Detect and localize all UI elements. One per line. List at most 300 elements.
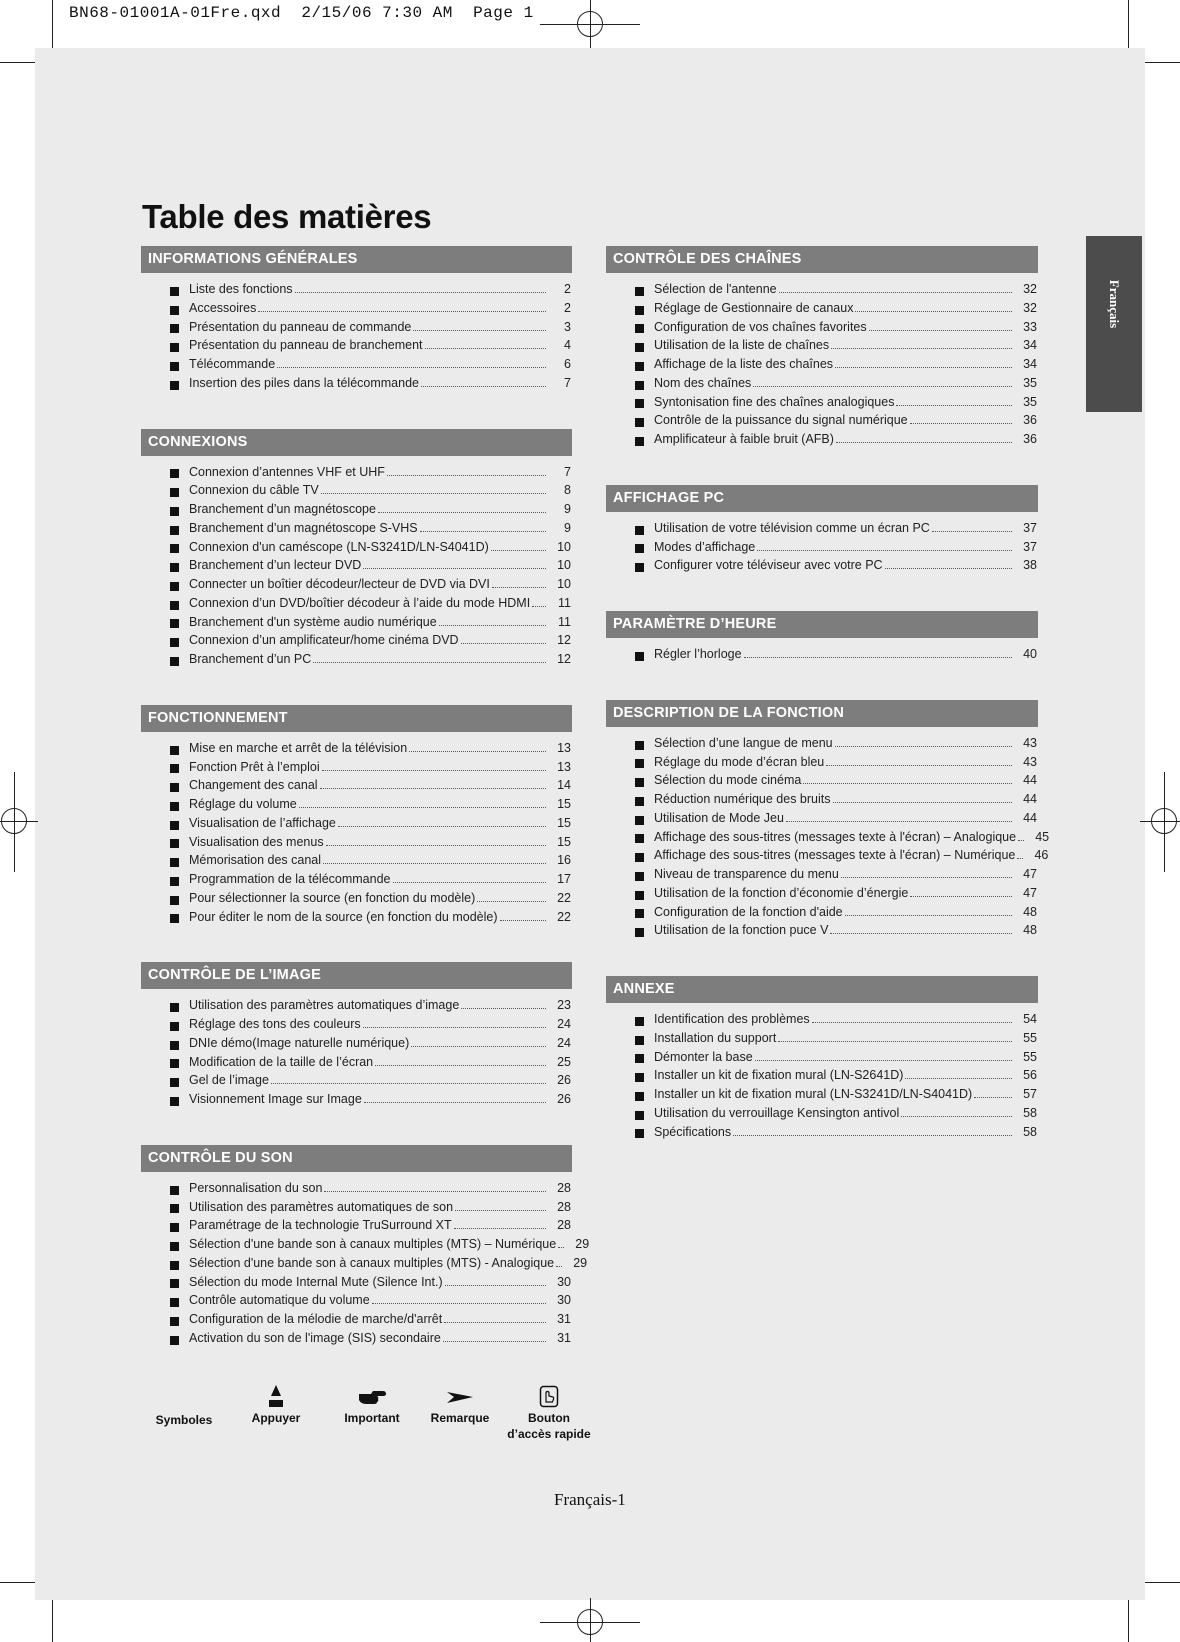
square-bullet-icon [170, 1078, 179, 1087]
toc-entry-page: 44 [1023, 810, 1037, 825]
toc-entry-page: 30 [557, 1293, 571, 1308]
dot-leader [324, 1191, 546, 1192]
toc-entry-label: Accessoires [189, 300, 257, 315]
toc-right-column [606, 246, 1050, 1177]
square-bullet-icon [170, 343, 179, 352]
dot-leader [378, 512, 546, 513]
toc-entry [170, 521, 572, 540]
dot-leader [905, 1078, 1012, 1079]
square-bullet-icon [635, 1054, 644, 1063]
toc-entry-label: Programmation de la télécommande [189, 872, 391, 886]
dot-leader [477, 901, 546, 902]
square-bullet-icon [170, 638, 179, 647]
dot-leader [455, 1210, 546, 1211]
toc-entry-label: Insertion des piles dans la télécommande [189, 375, 419, 390]
square-bullet-icon [170, 1186, 179, 1195]
square-bullet-icon [170, 324, 179, 333]
toc-entry [170, 1275, 572, 1294]
toc-entry [635, 301, 1038, 320]
toc-entry [635, 1087, 1038, 1106]
file-slug: BN68-01001A-01Fre.qxd 2/15/06 7:30 AM Page 1 [69, 4, 534, 22]
dot-leader [755, 1060, 1012, 1061]
toc-list [141, 989, 572, 1111]
square-bullet-icon [170, 563, 179, 572]
toc-entry-page: 24 [557, 1017, 571, 1031]
symbol-press-label: Appuyer [251, 1411, 301, 1425]
dot-leader [320, 788, 546, 789]
dot-leader [500, 920, 546, 921]
toc-entry-page: 58 [1023, 1105, 1037, 1120]
dot-leader [323, 863, 546, 864]
square-bullet-icon [635, 928, 644, 937]
toc-list [606, 273, 1038, 451]
crop-mark [0, 62, 38, 63]
toc-entry-label: Sélection d'une bande son à canaux multiples (MTS) – Numérique [189, 1237, 557, 1251]
symbol-quick-access-label-2: d’accès rapide [507, 1427, 591, 1441]
toc-entry [635, 357, 1038, 376]
toc-entry [635, 755, 1038, 774]
dot-leader [744, 657, 1012, 658]
dot-leader [295, 292, 546, 293]
toc-entry [635, 282, 1038, 301]
square-bullet-icon [635, 563, 644, 572]
square-bullet-icon [170, 802, 179, 811]
square-bullet-icon [635, 306, 644, 315]
toc-entry [635, 1125, 1038, 1144]
crop-mark [52, 0, 53, 48]
toc-entry-label: Présentation du panneau de branchement [189, 338, 423, 353]
toc-entry [635, 923, 1038, 942]
toc-entry-label: Contrôle de la puissance du signal numérique [654, 413, 908, 428]
dot-leader [532, 606, 546, 607]
toc-entry-page: 34 [1023, 338, 1037, 353]
toc-entry [635, 736, 1038, 755]
square-bullet-icon [170, 1298, 179, 1307]
toc-entry [170, 558, 572, 577]
toc-entry [170, 483, 572, 502]
toc-entry [170, 282, 572, 301]
toc-entry-page: 22 [557, 890, 571, 905]
symbols-legend [148, 1382, 608, 1452]
square-bullet-icon [170, 1279, 179, 1288]
toc-entry-page: 22 [557, 909, 571, 924]
square-bullet-icon [635, 741, 644, 750]
dot-leader [393, 882, 547, 883]
dot-leader [974, 1097, 1012, 1098]
toc-entry-label: Identification des problèmes [654, 1012, 810, 1026]
square-bullet-icon [170, 657, 179, 666]
section-heading: FONCTIONNEMENT [141, 705, 572, 732]
toc-entry [635, 320, 1038, 339]
toc-entry-label: Pour sélectionner la source (en fonction du modèle) [189, 890, 476, 905]
square-bullet-icon [170, 469, 179, 478]
crop-mark [1128, 1596, 1129, 1642]
toc-entry [635, 521, 1038, 540]
section-heading: INFORMATIONS GÉNÉRALES [141, 246, 572, 273]
symbol-important [330, 1382, 414, 1426]
section-heading: CONTRÔLE DE L’IMAGE [141, 962, 572, 989]
toc-entry-label: Connexion d’un DVD/boîtier décodeur à l’aide du mode HDMI [189, 595, 531, 610]
toc-entry-label: Amplificateur à faible bruit (AFB) [654, 432, 834, 446]
toc-entry-page: 10 [557, 577, 571, 591]
toc-entry-label: Changement des canal [189, 778, 318, 793]
dot-leader [443, 1341, 546, 1342]
crop-mark [1142, 62, 1180, 63]
toc-entry [170, 596, 572, 615]
toc-entry-label: Sélection de l'antenne [654, 282, 777, 296]
toc-entry-page: 14 [557, 778, 571, 793]
toc-entry [170, 760, 572, 779]
toc-entry-page: 48 [1023, 923, 1037, 938]
toc-entry [635, 1012, 1038, 1031]
dot-leader [901, 1116, 1012, 1117]
toc-entry-label: Fonction Prêt à l’emploi [189, 759, 320, 774]
toc-entry [635, 848, 1049, 867]
dot-leader [387, 475, 546, 476]
toc-section [141, 246, 572, 395]
dot-leader [845, 915, 1012, 916]
toc-section [606, 611, 1038, 666]
toc-entry-label: Régler l’horloge [654, 647, 742, 661]
toc-entry [635, 905, 1038, 924]
square-bullet-icon [170, 1059, 179, 1068]
square-bullet-icon [170, 1022, 179, 1031]
toc-entry-page: 37 [1023, 520, 1037, 535]
toc-entry-page: 3 [564, 319, 571, 334]
toc-entry-label: Affichage des sous-titres (messages texte à l'écran) – Analogique [654, 829, 1017, 844]
toc-entry-page: 13 [557, 740, 571, 755]
square-bullet-icon [635, 287, 644, 296]
toc-entry-page: 28 [557, 1218, 571, 1233]
square-bullet-icon [635, 1036, 644, 1045]
toc-entry-label: Affichage des sous-titres (messages texte à l'écran) – Numérique [654, 848, 1016, 863]
symbol-important-label: Important [344, 1411, 400, 1425]
pointing-hand-icon [357, 1382, 387, 1410]
toc-entry-label: Configuration de la mélodie de marche/d'arrêt [189, 1312, 443, 1326]
toc-entry-label: Spécifications [654, 1124, 732, 1139]
dot-leader [454, 1228, 546, 1229]
toc-list [606, 512, 1038, 577]
square-bullet-icon [635, 437, 644, 446]
toc-entry-page: 13 [557, 759, 571, 774]
square-bullet-icon [635, 872, 644, 881]
toc-entry-label: Pour éditer le nom de la source (en fonction du modèle) [189, 909, 498, 924]
square-bullet-icon [635, 778, 644, 787]
square-bullet-icon [635, 1111, 644, 1120]
toc-entry-page: 57 [1023, 1087, 1037, 1101]
toc-entry [635, 647, 1038, 666]
toc-entry-page: 11 [558, 614, 571, 629]
dot-leader [841, 877, 1012, 878]
toc-entry [170, 816, 572, 835]
toc-entry-label: Configuration de vos chaînes favorites [654, 319, 867, 334]
square-bullet-icon [635, 1092, 644, 1101]
square-bullet-icon [170, 1317, 179, 1326]
section-heading: ANNEXE [606, 976, 1038, 1003]
square-bullet-icon [170, 821, 179, 830]
toc-entry [635, 558, 1038, 577]
toc-entry [170, 910, 572, 929]
toc-entry [170, 1017, 572, 1036]
toc-entry [170, 1055, 572, 1074]
dot-leader [271, 1083, 546, 1084]
toc-entry-page: 37 [1023, 539, 1037, 554]
dot-leader [372, 1303, 546, 1304]
section-heading: AFFICHAGE PC [606, 485, 1038, 512]
toc-entry [635, 432, 1038, 451]
toc-entry-label: Contrôle automatique du volume [189, 1293, 370, 1308]
dot-leader [413, 330, 546, 331]
toc-entry [635, 773, 1038, 792]
toc-entry-page: 45 [1035, 829, 1050, 844]
toc-entry-page: 43 [1023, 735, 1037, 750]
toc-entry [635, 395, 1038, 414]
toc-entry [170, 502, 572, 521]
toc-entry-label: Affichage de la liste des chaînes [654, 357, 834, 371]
dot-leader [786, 821, 1012, 822]
toc-entry-page: 11 [558, 595, 571, 610]
quick-access-button-icon [538, 1382, 560, 1410]
square-bullet-icon [170, 507, 179, 516]
square-bullet-icon [170, 783, 179, 792]
toc-entry-label: DNIe démo(Image naturelle numérique) [189, 1035, 410, 1050]
symbol-note [418, 1382, 502, 1426]
language-tab [1086, 236, 1142, 412]
toc-entry [635, 376, 1038, 395]
dot-leader [826, 765, 1012, 766]
toc-entry-label: Configuration de la fonction d'aide [654, 904, 843, 919]
toc-entry-label: Utilisation des paramètres automatiques d’image [189, 998, 460, 1013]
toc-entry-label: Visualisation des menus [189, 834, 324, 849]
toc-entry-page: 36 [1023, 432, 1037, 446]
toc-entry-label: Sélection du mode cinéma [654, 773, 802, 788]
toc-entry-page: 25 [557, 1054, 571, 1069]
toc-entry [170, 320, 572, 339]
toc-entry-page: 55 [1023, 1030, 1037, 1045]
dot-leader [322, 770, 546, 771]
toc-entry-page: 34 [1023, 357, 1037, 371]
square-bullet-icon [170, 839, 179, 848]
toc-section [606, 246, 1038, 451]
square-bullet-icon [635, 759, 644, 768]
toc-entry-page: 33 [1023, 319, 1037, 334]
toc-entry-page: 35 [1023, 375, 1037, 390]
toc-entry-page: 7 [564, 464, 571, 479]
toc-entry [170, 577, 572, 596]
toc-entry [170, 615, 572, 634]
page-title: Table des matières [142, 198, 432, 235]
dot-leader [779, 292, 1012, 293]
toc-entry-page: 23 [557, 998, 571, 1013]
dot-leader [778, 1041, 1012, 1042]
toc-entry-page: 48 [1023, 904, 1037, 919]
square-bullet-icon [635, 1129, 644, 1138]
registration-mark-bottom [577, 1609, 603, 1635]
toc-list [606, 727, 1050, 942]
symbol-quick-access-label-1: Bouton [528, 1411, 570, 1425]
square-bullet-icon [635, 1017, 644, 1026]
toc-entry [170, 853, 572, 872]
toc-entry-page: 38 [1023, 558, 1037, 573]
toc-entry-label: Utilisation du verrouillage Kensington antivol [654, 1105, 900, 1120]
dot-leader [835, 746, 1012, 747]
registration-mark-left [1, 808, 27, 834]
language-tab-label: Français [1107, 279, 1122, 329]
dot-leader [461, 643, 546, 644]
toc-entry [635, 1068, 1038, 1087]
toc-entry-label: Branchement d’un PC [189, 652, 312, 666]
square-bullet-icon [635, 797, 644, 806]
dot-leader [491, 550, 546, 551]
toc-entry [170, 778, 572, 797]
toc-section [606, 485, 1038, 577]
toc-entry-label: Mémorisation des canal [189, 853, 322, 868]
toc-entry-label: Réglage des tons des couleurs [189, 1017, 361, 1031]
dot-leader [833, 802, 1013, 803]
toc-entry-label: Utilisation de la liste de chaînes [654, 338, 830, 353]
toc-entry [170, 652, 572, 671]
toc-entry [635, 1031, 1038, 1050]
toc-entry-label: Connecter un boîtier décodeur/lecteur de DVD via DVI [189, 577, 490, 591]
dot-leader [411, 1046, 546, 1047]
toc-entry [170, 1237, 590, 1256]
toc-entry-page: 9 [564, 502, 571, 516]
dot-leader [492, 587, 546, 588]
toc-entry [170, 1200, 572, 1219]
toc-entry-page: 31 [557, 1312, 571, 1326]
toc-entry-label: Activation du son de l'image (SIS) secondaire [189, 1330, 441, 1345]
toc-entry-page: 36 [1023, 413, 1037, 428]
symbol-quick-access [498, 1382, 600, 1442]
toc-entry-label: Installer un kit de fixation mural (LN-S3241D/LN-S4041D) [654, 1087, 973, 1101]
square-bullet-icon [170, 764, 179, 773]
toc-entry-label: Niveau de transparence du menu [654, 867, 839, 881]
note-arrow-icon [445, 1382, 475, 1410]
toc-entry-label: Connexion d’antennes VHF et UHF [189, 464, 385, 479]
toc-entry-label: Sélection du mode Internal Mute (Silence Int.) [189, 1274, 443, 1289]
toc-entry-label: Utilisation de la fonction d’économie d’énergie [654, 885, 909, 900]
toc-entry-page: 43 [1023, 754, 1037, 769]
toc-entry-label: Nom des chaînes [654, 375, 752, 390]
toc-entry-page: 56 [1023, 1068, 1037, 1083]
square-bullet-icon [635, 853, 644, 862]
dot-leader [910, 896, 1012, 897]
square-bullet-icon [170, 488, 179, 497]
square-bullet-icon [170, 1336, 179, 1345]
crop-mark [1128, 0, 1129, 48]
square-bullet-icon [170, 1097, 179, 1106]
toc-entry-page: 31 [557, 1330, 571, 1345]
toc-entry-label: Configurer votre téléviseur avec votre PC [654, 558, 883, 573]
toc-entry-label: Connexion d’un amplificateur/home cinéma DVD [189, 633, 459, 648]
toc-entry-page: 6 [564, 357, 571, 371]
toc-entry-page: 29 [573, 1255, 588, 1270]
toc-entry-page: 47 [1023, 885, 1037, 900]
toc-entry-label: Présentation du panneau de commande [189, 319, 412, 334]
toc-entry-page: 28 [557, 1199, 571, 1214]
square-bullet-icon [170, 1204, 179, 1213]
square-bullet-icon [170, 601, 179, 610]
square-bullet-icon [635, 324, 644, 333]
toc-entry [170, 1312, 572, 1331]
square-bullet-icon [635, 816, 644, 825]
toc-entry-page: 17 [557, 872, 571, 886]
toc-entry [170, 998, 572, 1017]
dot-leader [803, 783, 1012, 784]
square-bullet-icon [635, 1073, 644, 1082]
dot-leader [1018, 840, 1024, 841]
toc-entry-label: Réduction numérique des bruits [654, 792, 831, 806]
toc-entry-page: 15 [557, 797, 571, 811]
registration-mark-top [577, 11, 603, 37]
toc-entry-page: 35 [1023, 394, 1037, 409]
dot-leader [445, 1285, 546, 1286]
dot-leader [364, 1102, 546, 1103]
toc-entry [170, 338, 572, 357]
toc-entry-page: 15 [557, 834, 571, 849]
dot-leader [277, 367, 546, 368]
toc-entry [635, 1106, 1038, 1125]
toc-entry [170, 872, 572, 891]
toc-entry [170, 1073, 572, 1092]
toc-entry-page: 28 [557, 1180, 571, 1195]
toc-section [606, 700, 1050, 942]
square-bullet-icon [170, 544, 179, 553]
toc-entry-page: 46 [1034, 848, 1049, 863]
toc-entry-label: Réglage du volume [189, 797, 297, 811]
toc-entry [170, 835, 572, 854]
dot-leader [1017, 858, 1023, 859]
dot-leader [812, 1022, 1012, 1023]
toc-entry-label: Sélection d'une bande son à canaux multiples (MTS) - Analogique [189, 1255, 555, 1270]
toc-entry [635, 540, 1038, 559]
dot-leader [932, 531, 1012, 532]
square-bullet-icon [635, 834, 644, 843]
section-heading: CONTRÔLE DU SON [141, 1145, 572, 1172]
toc-entry [170, 1293, 572, 1312]
toc-entry-page: 29 [575, 1237, 590, 1251]
toc-entry-label: Syntonisation fine des chaînes analogiques [654, 394, 895, 409]
dot-leader [409, 751, 546, 752]
toc-entry-page: 44 [1023, 792, 1037, 806]
square-bullet-icon [635, 343, 644, 352]
square-bullet-icon [170, 526, 179, 535]
toc-entry-page: 30 [557, 1274, 571, 1289]
dot-leader [753, 386, 1012, 387]
square-bullet-icon [170, 306, 179, 315]
toc-entry [170, 891, 572, 910]
dot-leader [444, 1322, 546, 1323]
toc-entry [170, 301, 572, 320]
dot-leader [363, 1027, 546, 1028]
square-bullet-icon [170, 914, 179, 923]
toc-entry-label: Mise en marche et arrêt de la télévision [189, 740, 408, 755]
dot-leader [835, 367, 1012, 368]
dot-leader [321, 493, 546, 494]
symbol-note-label: Remarque [430, 1411, 490, 1425]
toc-list [606, 1003, 1038, 1143]
toc-section [141, 1145, 590, 1350]
toc-left-column [141, 246, 590, 1384]
dot-leader [363, 568, 546, 569]
toc-entry-label: Réglage du mode d’écran bleu [654, 754, 825, 769]
section-heading: PARAMÈTRE D’HEURE [606, 611, 1038, 638]
square-bullet-icon [170, 582, 179, 591]
toc-entry-label: Installation du support [654, 1030, 777, 1045]
toc-entry-label: Paramétrage de la technologie TruSurround XT [189, 1218, 452, 1233]
square-bullet-icon [170, 896, 179, 905]
toc-entry-page: 24 [557, 1035, 571, 1050]
